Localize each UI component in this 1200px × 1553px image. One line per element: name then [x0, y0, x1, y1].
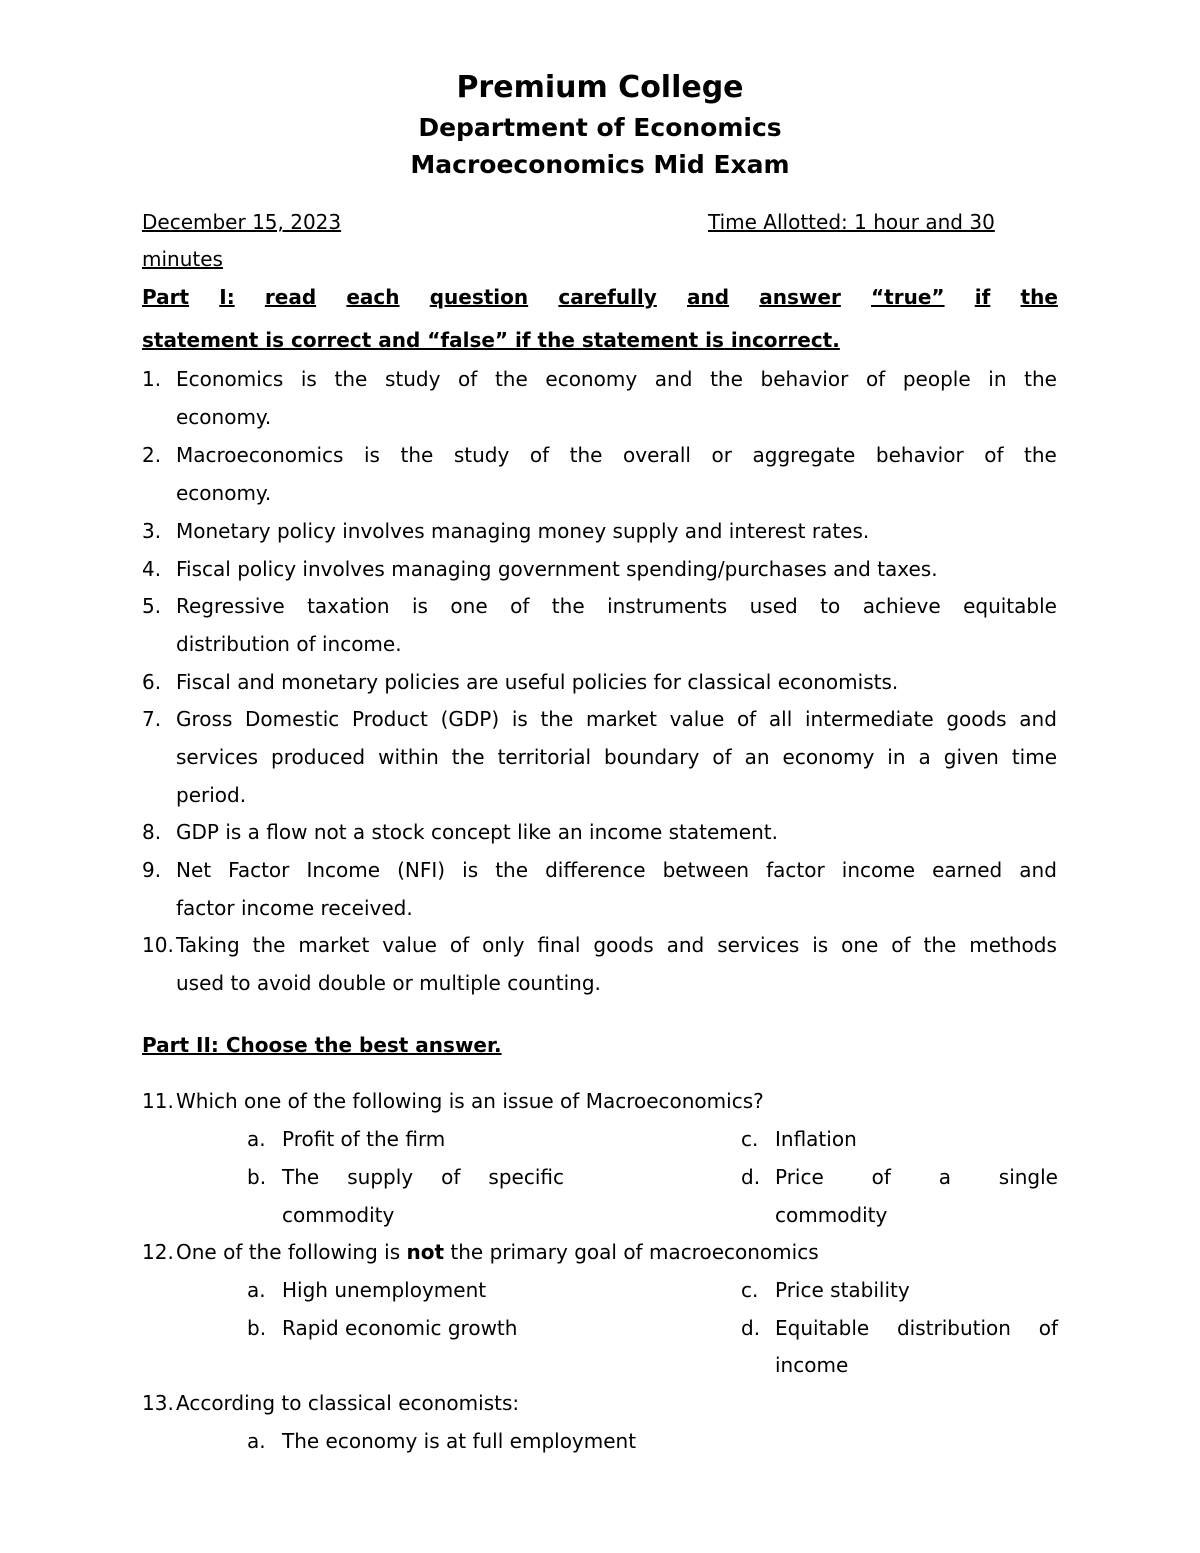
word: I:: [219, 285, 235, 309]
question-10-line: [176, 933, 1057, 957]
word: taxation: [307, 594, 390, 618]
question-6-line: Fiscal and monetary policies are useful policies for classical economists.: [176, 670, 899, 694]
question-7-line: [176, 707, 1057, 731]
word: the: [710, 367, 743, 391]
option-letter: b.: [247, 1316, 267, 1340]
q12-option-c: Price stability: [775, 1278, 910, 1302]
question-number: 4.: [142, 557, 162, 581]
word: is: [300, 367, 317, 391]
word: read: [264, 285, 317, 309]
word: goods: [593, 933, 654, 957]
question-2-line: economy.: [176, 481, 272, 505]
word: Economics: [176, 367, 284, 391]
word: the: [400, 443, 434, 467]
question-10-line: used to avoid double or multiple counting.: [176, 971, 601, 995]
word: Equitable: [775, 1316, 870, 1340]
word: produced: [271, 745, 366, 769]
question-number: 1.: [142, 367, 162, 391]
word: of: [871, 1165, 891, 1189]
word: Regressive: [176, 594, 285, 618]
q12-option-d-cont: income: [775, 1353, 849, 1377]
word: the: [551, 594, 585, 618]
q13-number: 13.: [142, 1391, 174, 1415]
word: achieve: [862, 594, 941, 618]
option-letter: c.: [741, 1278, 759, 1302]
question-number: 5.: [142, 594, 162, 618]
word: the: [1020, 285, 1058, 309]
word: Price: [775, 1165, 824, 1189]
word: of: [441, 1165, 461, 1189]
word: in: [887, 745, 906, 769]
word: the: [451, 745, 485, 769]
question-2-line: [176, 443, 1057, 467]
word: of: [984, 443, 1004, 467]
word: behavior: [760, 367, 849, 391]
question-5-line: distribution of income.: [176, 632, 402, 656]
word: Net: [176, 858, 212, 882]
word: is: [511, 707, 528, 731]
word: all: [768, 707, 793, 731]
word: of: [458, 367, 478, 391]
word: Income: [306, 858, 381, 882]
part1-instruction-line2: statement is correct and “false” if the statement is incorrect.: [142, 328, 840, 352]
question-5-line: [176, 594, 1057, 618]
word: methods: [969, 933, 1057, 957]
question-9-line: [176, 858, 1057, 882]
word: and: [654, 367, 693, 391]
word: equitable: [963, 594, 1057, 618]
word: to: [820, 594, 841, 618]
q11-number: 11.: [142, 1089, 174, 1113]
word: the: [923, 933, 957, 957]
word: of: [510, 594, 530, 618]
question-number: 8.: [142, 820, 162, 844]
question-number: 9.: [142, 858, 162, 882]
word: (GDP): [440, 707, 500, 731]
word: Gross: [176, 707, 233, 731]
q12-text-emphasis: not: [406, 1240, 445, 1264]
word: the: [252, 933, 286, 957]
word: market: [298, 933, 370, 957]
word: the: [334, 367, 368, 391]
word: market: [585, 707, 657, 731]
option-letter: a.: [247, 1278, 266, 1302]
word: or: [711, 443, 732, 467]
word: income: [841, 858, 916, 882]
q12-text-before: One of the following is: [176, 1240, 407, 1264]
word: time: [1011, 745, 1057, 769]
q11-option-b: [282, 1165, 564, 1189]
question-number: 10.: [142, 933, 174, 957]
word: intermediate: [804, 707, 934, 731]
word: Macroeconomics: [176, 443, 344, 467]
q12-option-b: Rapid economic growth: [282, 1316, 518, 1340]
word: single: [998, 1165, 1058, 1189]
question-1-line: economy.: [176, 405, 272, 429]
word: in: [988, 367, 1007, 391]
word: question: [429, 285, 529, 309]
question-9-line: factor income received.: [176, 896, 413, 920]
word: services: [176, 745, 259, 769]
part1-instruction-line1: [142, 285, 1058, 309]
word: boundary: [604, 745, 700, 769]
department-name: Department of Economics: [418, 113, 782, 142]
option-letter: d.: [741, 1165, 761, 1189]
word: is: [363, 443, 380, 467]
q11-option-a: Profit of the firm: [282, 1127, 446, 1151]
word: of: [712, 745, 732, 769]
word: of: [865, 367, 886, 391]
question-number: 2.: [142, 443, 162, 467]
college-name: Premium College: [456, 70, 744, 105]
word: distribution: [896, 1316, 1011, 1340]
word: and: [666, 933, 705, 957]
q13-option-a: The economy is at full employment: [282, 1429, 637, 1453]
word: Part: [142, 285, 190, 309]
word: of: [1038, 1316, 1058, 1340]
word: within: [378, 745, 439, 769]
word: answer: [759, 285, 841, 309]
word: an: [744, 745, 770, 769]
word: instruments: [607, 594, 728, 618]
q12-number: 12.: [142, 1240, 174, 1264]
word: value: [669, 707, 725, 731]
q11-option-d-cont: commodity: [775, 1203, 888, 1227]
exam-title: Macroeconomics Mid Exam: [410, 150, 790, 179]
q11-option-d: [775, 1165, 1058, 1189]
word: value: [382, 933, 437, 957]
word: study: [384, 367, 441, 391]
question-1-line: [176, 367, 1057, 391]
word: The: [282, 1165, 320, 1189]
word: goods: [946, 707, 1007, 731]
q11-option-b-cont: commodity: [282, 1203, 395, 1227]
word: the: [1024, 443, 1057, 467]
q12-text: [176, 1240, 819, 1264]
q11-text: Which one of the following is an issue of Macroeconomics?: [176, 1089, 764, 1113]
word: between: [662, 858, 750, 882]
q13-text: According to classical economists:: [176, 1391, 520, 1415]
word: “true”: [871, 285, 945, 309]
word: people: [902, 367, 971, 391]
option-letter: a.: [247, 1429, 266, 1453]
word: services: [717, 933, 800, 957]
question-number: 7.: [142, 707, 162, 731]
q11-option-c: Inflation: [775, 1127, 857, 1151]
word: of: [529, 443, 550, 467]
time-allotted: Time Allotted: 1 hour and 30: [708, 210, 995, 234]
word: behavior: [875, 443, 964, 467]
word: of: [891, 933, 911, 957]
option-letter: b.: [247, 1165, 267, 1189]
word: territorial: [497, 745, 592, 769]
question-number: 3.: [142, 519, 162, 543]
word: specific: [488, 1165, 564, 1189]
word: each: [346, 285, 400, 309]
word: if: [974, 285, 991, 309]
word: the: [1024, 367, 1057, 391]
word: a: [938, 1165, 951, 1189]
word: the: [569, 443, 603, 467]
word: overall: [623, 443, 691, 467]
question-3-line: Monetary policy involves managing money supply and interest rates.: [176, 519, 870, 543]
word: the: [540, 707, 574, 731]
word: and: [1019, 858, 1057, 882]
option-letter: d.: [741, 1316, 761, 1340]
word: the: [494, 367, 528, 391]
word: earned: [932, 858, 1003, 882]
word: aggregate: [752, 443, 856, 467]
question-number: 6.: [142, 670, 162, 694]
q12-option-a: High unemployment: [282, 1278, 487, 1302]
question-7-line: [176, 745, 1057, 769]
part2-heading: Part II: Choose the best answer.: [142, 1033, 502, 1057]
option-letter: c.: [741, 1127, 759, 1151]
time-allotted-cont: minutes: [142, 247, 223, 271]
question-7-line: period.: [176, 783, 247, 807]
word: factor: [766, 858, 825, 882]
word: and: [687, 285, 730, 309]
exam-date: December 15, 2023: [142, 210, 342, 234]
word: one: [841, 933, 879, 957]
word: one: [450, 594, 488, 618]
word: Domestic: [245, 707, 340, 731]
word: is: [812, 933, 829, 957]
word: final: [537, 933, 581, 957]
word: is: [412, 594, 428, 618]
question-4-line: Fiscal policy involves managing government spending/purchases and taxes.: [176, 557, 938, 581]
word: is: [462, 858, 479, 882]
option-letter: a.: [247, 1127, 266, 1151]
word: used: [749, 594, 798, 618]
word: given: [943, 745, 999, 769]
word: economy: [545, 367, 638, 391]
word: of: [736, 707, 757, 731]
word: the: [495, 858, 529, 882]
question-8-line: GDP is a flow not a stock concept like an income statement.: [176, 820, 778, 844]
word: supply: [347, 1165, 414, 1189]
word: (NFI): [397, 858, 446, 882]
word: a: [918, 745, 931, 769]
word: Taking: [176, 933, 240, 957]
word: and: [1019, 707, 1057, 731]
q12-option-d: [775, 1316, 1058, 1340]
word: economy: [782, 745, 875, 769]
word: of: [449, 933, 470, 957]
word: Product: [351, 707, 428, 731]
word: difference: [545, 858, 646, 882]
q12-text-after: the primary goal of macroeconomics: [444, 1240, 819, 1264]
word: Factor: [228, 858, 290, 882]
word: carefully: [558, 285, 657, 309]
word: only: [482, 933, 525, 957]
word: study: [453, 443, 510, 467]
